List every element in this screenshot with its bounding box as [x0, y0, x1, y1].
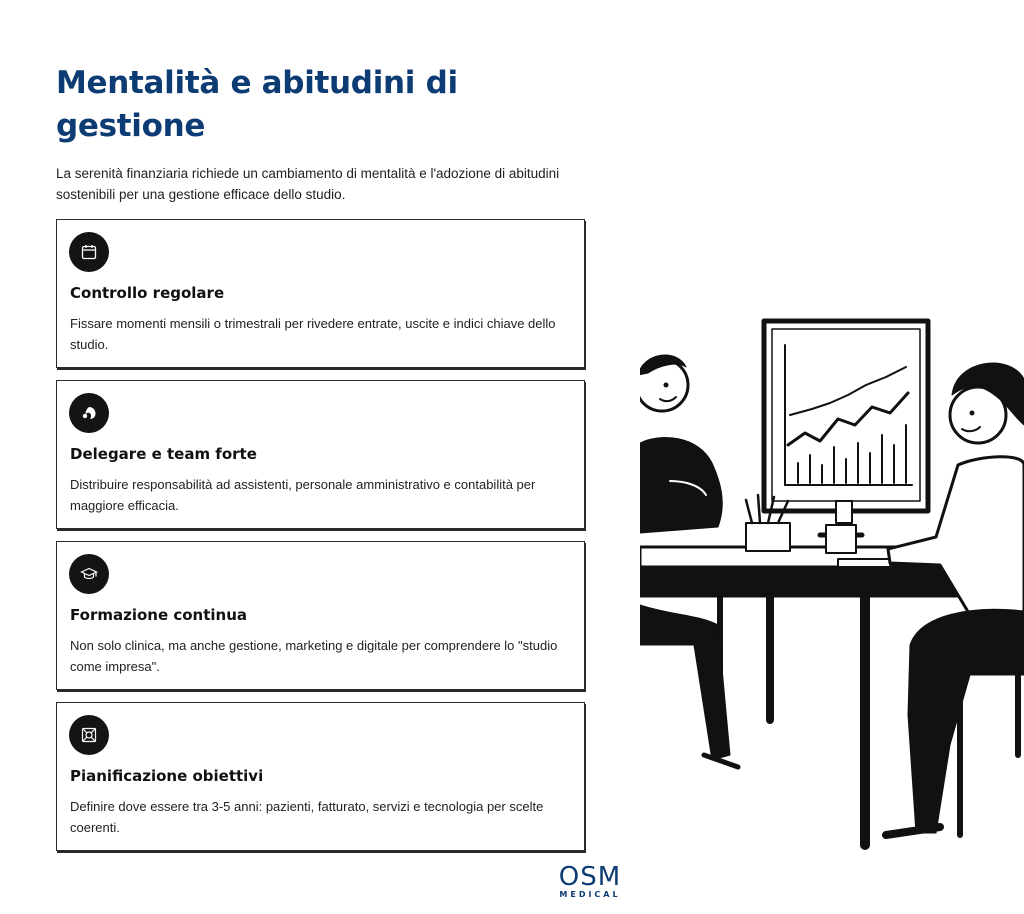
card-text: Fissare momenti mensili o trimestrali per rivedere entrate, uscite e indici chiave dello studio. [70, 316, 556, 352]
card-title: Controllo regolare [70, 284, 225, 302]
logo-line2: MEDICAL [559, 890, 621, 899]
card-text: Distribuire responsabilità ad assistenti, personale amministrativo e contabilità per maggiore efficacia. [70, 477, 536, 513]
calendar-icon [69, 232, 109, 272]
target-icon [69, 715, 109, 755]
card-formazione-continua [56, 541, 585, 690]
card-text: Definire dove essere tra 3-5 anni: pazienti, fatturato, servizi e tecnologia per scelte coerenti. [70, 799, 544, 835]
intro-paragraph: La serenità finanziaria richiede un cambiamento di mentalità e l'adozione di abitudini sostenibili per una gestione efficace dello studio. [56, 166, 560, 202]
card-text: Non solo clinica, ma anche gestione, marketing e digitale per comprendere lo "studio come impresa". [70, 638, 558, 674]
card-pianificazione-obiettivi [56, 702, 585, 851]
card-delegare-team [56, 380, 585, 529]
card-title: Delegare e team forte [70, 445, 257, 463]
office-meeting-illustration [640, 315, 1024, 855]
card-controllo-regolare [56, 219, 585, 368]
osm-medical-logo [540, 864, 640, 900]
card-title: Pianificazione obiettivi [70, 767, 264, 785]
logo-line1: OSM [558, 862, 622, 892]
card-title: Formazione continua [70, 606, 248, 624]
hands-icon [69, 393, 109, 433]
graduation-cap-icon [69, 554, 109, 594]
page-title: Mentalità e abitudini di gestione [56, 65, 458, 144]
